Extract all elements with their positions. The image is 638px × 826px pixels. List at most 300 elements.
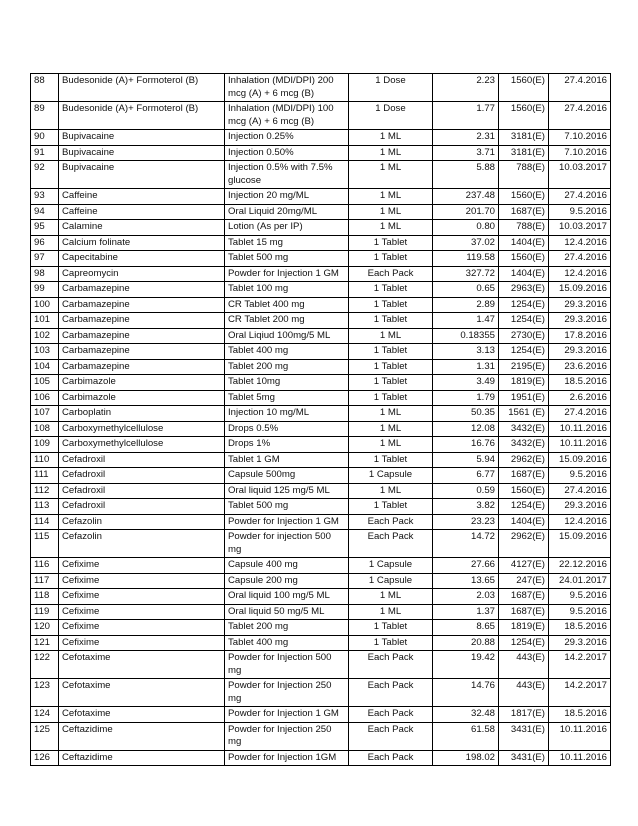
unit-cell: Each Pack — [349, 750, 433, 766]
serial-number-cell: 115 — [31, 530, 59, 558]
drug-name-cell: Ceftazidime — [59, 750, 225, 766]
drug-name-cell: Capreomycin — [59, 266, 225, 282]
order-number-cell: 1254(E) — [499, 499, 549, 515]
table-row — [31, 313, 611, 329]
table-row — [31, 620, 611, 636]
order-number-cell: 247(E) — [499, 573, 549, 589]
unit-cell: 1 Tablet — [349, 235, 433, 251]
order-number-cell: 2730(E) — [499, 328, 549, 344]
serial-number-cell: 103 — [31, 344, 59, 360]
ceiling-price-cell: 119.58 — [433, 251, 499, 267]
serial-number-cell: 120 — [31, 620, 59, 636]
unit-cell: 1 Tablet — [349, 635, 433, 651]
table-row — [31, 235, 611, 251]
serial-number-cell: 95 — [31, 220, 59, 236]
dosage-form-cell: Injection 0.50% — [225, 145, 349, 161]
drug-name-cell: Carbimazole — [59, 375, 225, 391]
order-number-cell: 4127(E) — [499, 558, 549, 574]
serial-number-cell: 118 — [31, 589, 59, 605]
table-row — [31, 679, 611, 707]
order-date-cell: 29.3.2016 — [549, 635, 611, 651]
serial-number-cell: 97 — [31, 251, 59, 267]
serial-number-cell: 113 — [31, 499, 59, 515]
ceiling-price-cell: 50.35 — [433, 406, 499, 422]
ceiling-price-cell: 2.03 — [433, 589, 499, 605]
table-row — [31, 189, 611, 205]
order-date-cell: 9.5.2016 — [549, 589, 611, 605]
order-number-cell: 1561 (E) — [499, 406, 549, 422]
unit-cell: Each Pack — [349, 266, 433, 282]
order-date-cell: 15.09.2016 — [549, 530, 611, 558]
serial-number-cell: 109 — [31, 437, 59, 453]
serial-number-cell: 100 — [31, 297, 59, 313]
drug-name-cell: Carboplatin — [59, 406, 225, 422]
ceiling-price-cell: 23.23 — [433, 514, 499, 530]
ceiling-price-cell: 16.76 — [433, 437, 499, 453]
table-row — [31, 750, 611, 766]
order-number-cell: 3432(E) — [499, 421, 549, 437]
ceiling-price-cell: 2.23 — [433, 74, 499, 102]
order-number-cell: 1560(E) — [499, 483, 549, 499]
table-row — [31, 468, 611, 484]
dosage-form-cell: Powder for Injection 1GM — [225, 750, 349, 766]
drug-name-cell: Cefotaxime — [59, 679, 225, 707]
unit-cell: 1 Capsule — [349, 573, 433, 589]
order-number-cell: 1819(E) — [499, 375, 549, 391]
dosage-form-cell: Powder for Injection 1 GM — [225, 707, 349, 723]
unit-cell: Each Pack — [349, 722, 433, 750]
order-number-cell: 1254(E) — [499, 635, 549, 651]
table-row — [31, 130, 611, 146]
serial-number-cell: 107 — [31, 406, 59, 422]
unit-cell: 1 Capsule — [349, 558, 433, 574]
unit-cell: 1 ML — [349, 220, 433, 236]
order-date-cell: 18.5.2016 — [549, 707, 611, 723]
ceiling-price-cell: 0.18355 — [433, 328, 499, 344]
unit-cell: 1 Tablet — [349, 251, 433, 267]
order-number-cell: 2962(E) — [499, 530, 549, 558]
ceiling-price-cell: 3.49 — [433, 375, 499, 391]
order-date-cell: 14.2.2017 — [549, 651, 611, 679]
dosage-form-cell: Oral liquid 125 mg/5 ML — [225, 483, 349, 499]
serial-number-cell: 124 — [31, 707, 59, 723]
order-date-cell: 9.5.2016 — [549, 468, 611, 484]
order-date-cell: 10.03.2017 — [549, 161, 611, 189]
unit-cell: Each Pack — [349, 679, 433, 707]
ceiling-price-cell: 6.77 — [433, 468, 499, 484]
unit-cell: 1 ML — [349, 437, 433, 453]
drug-name-cell: Cefadroxil — [59, 483, 225, 499]
order-number-cell: 1404(E) — [499, 266, 549, 282]
serial-number-cell: 98 — [31, 266, 59, 282]
table-row — [31, 573, 611, 589]
drug-name-cell: Capecitabine — [59, 251, 225, 267]
order-date-cell: 18.5.2016 — [549, 375, 611, 391]
table-row — [31, 437, 611, 453]
dosage-form-cell: Oral Liqiud 100mg/5 ML — [225, 328, 349, 344]
drug-name-cell: Cefazolin — [59, 530, 225, 558]
dosage-form-cell: Inhalation (MDI/DPI) 200 mcg (A) + 6 mcg (B) — [225, 74, 349, 102]
serial-number-cell: 112 — [31, 483, 59, 499]
dosage-form-cell: Tablet 200 mg — [225, 620, 349, 636]
order-number-cell: 3431(E) — [499, 722, 549, 750]
order-date-cell: 7.10.2016 — [549, 145, 611, 161]
order-number-cell: 443(E) — [499, 651, 549, 679]
serial-number-cell: 91 — [31, 145, 59, 161]
dosage-form-cell: Capsule 200 mg — [225, 573, 349, 589]
ceiling-price-cell: 8.65 — [433, 620, 499, 636]
order-number-cell: 3431(E) — [499, 750, 549, 766]
dosage-form-cell: Tablet 500 mg — [225, 499, 349, 515]
order-number-cell: 3181(E) — [499, 145, 549, 161]
serial-number-cell: 106 — [31, 390, 59, 406]
order-date-cell: 14.2.2017 — [549, 679, 611, 707]
dosage-form-cell: Capsule 400 mg — [225, 558, 349, 574]
serial-number-cell: 89 — [31, 102, 59, 130]
drug-name-cell: Cefixime — [59, 573, 225, 589]
order-date-cell: 27.4.2016 — [549, 189, 611, 205]
ceiling-price-cell: 13.65 — [433, 573, 499, 589]
order-number-cell: 443(E) — [499, 679, 549, 707]
order-number-cell: 1254(E) — [499, 313, 549, 329]
table-row — [31, 558, 611, 574]
dosage-form-cell: Powder for injection 500 mg — [225, 530, 349, 558]
ceiling-price-cell: 327.72 — [433, 266, 499, 282]
serial-number-cell: 96 — [31, 235, 59, 251]
table-row — [31, 530, 611, 558]
table-row — [31, 514, 611, 530]
unit-cell: 1 Tablet — [349, 620, 433, 636]
dosage-form-cell: Tablet 1 GM — [225, 452, 349, 468]
table-row — [31, 220, 611, 236]
serial-number-cell: 117 — [31, 573, 59, 589]
unit-cell: Each Pack — [349, 651, 433, 679]
serial-number-cell: 102 — [31, 328, 59, 344]
order-date-cell: 10.11.2016 — [549, 722, 611, 750]
drug-name-cell: Cefadroxil — [59, 452, 225, 468]
table-row — [31, 589, 611, 605]
ceiling-price-cell: 3.13 — [433, 344, 499, 360]
serial-number-cell: 92 — [31, 161, 59, 189]
serial-number-cell: 121 — [31, 635, 59, 651]
order-number-cell: 2195(E) — [499, 359, 549, 375]
ceiling-price-cell: 1.77 — [433, 102, 499, 130]
order-number-cell: 1687(E) — [499, 204, 549, 220]
drug-name-cell: Cefadroxil — [59, 499, 225, 515]
table-row — [31, 297, 611, 313]
order-date-cell: 10.11.2016 — [549, 750, 611, 766]
ceiling-price-cell: 0.59 — [433, 483, 499, 499]
table-row — [31, 145, 611, 161]
order-date-cell: 27.4.2016 — [549, 406, 611, 422]
table-row — [31, 635, 611, 651]
ceiling-price-cell: 2.31 — [433, 130, 499, 146]
dosage-form-cell: Powder for Injection 250 mg — [225, 722, 349, 750]
serial-number-cell: 88 — [31, 74, 59, 102]
unit-cell: Each Pack — [349, 530, 433, 558]
order-number-cell: 1404(E) — [499, 514, 549, 530]
table-row — [31, 452, 611, 468]
ceiling-price-cell: 32.48 — [433, 707, 499, 723]
dosage-form-cell: Lotion (As per IP) — [225, 220, 349, 236]
order-number-cell: 2963(E) — [499, 282, 549, 298]
unit-cell: 1 Dose — [349, 74, 433, 102]
order-date-cell: 12.4.2016 — [549, 266, 611, 282]
unit-cell: 1 Dose — [349, 102, 433, 130]
order-number-cell: 1560(E) — [499, 251, 549, 267]
order-date-cell: 10.11.2016 — [549, 437, 611, 453]
drug-name-cell: Caffeine — [59, 204, 225, 220]
drug-name-cell: Caffeine — [59, 189, 225, 205]
drug-name-cell: Bupivacaine — [59, 145, 225, 161]
dosage-form-cell: Tablet 10mg — [225, 375, 349, 391]
table-row — [31, 499, 611, 515]
serial-number-cell: 111 — [31, 468, 59, 484]
unit-cell: 1 Tablet — [349, 375, 433, 391]
unit-cell: 1 ML — [349, 130, 433, 146]
dosage-form-cell: Injection 0.5% with 7.5% glucose — [225, 161, 349, 189]
drug-name-cell: Budesonide (A)+ Formoterol (B) — [59, 102, 225, 130]
unit-cell: 1 Capsule — [349, 468, 433, 484]
ceiling-price-cell: 3.71 — [433, 145, 499, 161]
drug-name-cell: Carbamazepine — [59, 328, 225, 344]
dosage-form-cell: Injection 10 mg/ML — [225, 406, 349, 422]
order-number-cell: 788(E) — [499, 161, 549, 189]
dosage-form-cell: Oral Liquid 20mg/ML — [225, 204, 349, 220]
dosage-form-cell: Capsule 500mg — [225, 468, 349, 484]
serial-number-cell: 123 — [31, 679, 59, 707]
ceiling-price-cell: 37.02 — [433, 235, 499, 251]
dosage-form-cell: Oral liquid 50 mg/5 ML — [225, 604, 349, 620]
table-row — [31, 161, 611, 189]
ceiling-price-cell: 20.88 — [433, 635, 499, 651]
order-date-cell: 18.5.2016 — [549, 620, 611, 636]
order-date-cell: 12.4.2016 — [549, 235, 611, 251]
order-date-cell: 10.03.2017 — [549, 220, 611, 236]
unit-cell: 1 ML — [349, 604, 433, 620]
order-date-cell: 27.4.2016 — [549, 251, 611, 267]
dosage-form-cell: Tablet 400 mg — [225, 635, 349, 651]
ceiling-price-cell: 237.48 — [433, 189, 499, 205]
table-row — [31, 204, 611, 220]
unit-cell: Each Pack — [349, 514, 433, 530]
unit-cell: 1 Tablet — [349, 297, 433, 313]
unit-cell: 1 ML — [349, 161, 433, 189]
drug-name-cell: Cefixime — [59, 604, 225, 620]
serial-number-cell: 90 — [31, 130, 59, 146]
dosage-form-cell: Drops 1% — [225, 437, 349, 453]
table-row — [31, 102, 611, 130]
unit-cell: 1 ML — [349, 589, 433, 605]
ceiling-price-cell: 1.47 — [433, 313, 499, 329]
drug-name-cell: Cefotaxime — [59, 707, 225, 723]
serial-number-cell: 110 — [31, 452, 59, 468]
ceiling-price-cell: 19.42 — [433, 651, 499, 679]
table-body — [31, 74, 611, 766]
order-number-cell: 1819(E) — [499, 620, 549, 636]
ceiling-price-cell: 1.79 — [433, 390, 499, 406]
dosage-form-cell: CR Tablet 200 mg — [225, 313, 349, 329]
ceiling-price-cell: 14.72 — [433, 530, 499, 558]
order-number-cell: 1560(E) — [499, 189, 549, 205]
serial-number-cell: 125 — [31, 722, 59, 750]
ceiling-price-cell: 12.08 — [433, 421, 499, 437]
order-date-cell: 23.6.2016 — [549, 359, 611, 375]
order-date-cell: 29.3.2016 — [549, 499, 611, 515]
drug-name-cell: Calamine — [59, 220, 225, 236]
order-date-cell: 9.5.2016 — [549, 604, 611, 620]
order-number-cell: 1687(E) — [499, 468, 549, 484]
unit-cell: 1 ML — [349, 406, 433, 422]
unit-cell: 1 Tablet — [349, 499, 433, 515]
drug-price-table — [30, 73, 611, 766]
unit-cell: 1 Tablet — [349, 359, 433, 375]
unit-cell: Each Pack — [349, 707, 433, 723]
drug-name-cell: Cefixime — [59, 589, 225, 605]
table-row — [31, 421, 611, 437]
serial-number-cell: 122 — [31, 651, 59, 679]
drug-name-cell: Carbamazepine — [59, 313, 225, 329]
dosage-form-cell: Drops 0.5% — [225, 421, 349, 437]
order-number-cell: 1687(E) — [499, 604, 549, 620]
ceiling-price-cell: 201.70 — [433, 204, 499, 220]
order-date-cell: 17.8.2016 — [549, 328, 611, 344]
drug-name-cell: Cefixime — [59, 635, 225, 651]
drug-name-cell: Cefazolin — [59, 514, 225, 530]
order-number-cell: 1560(E) — [499, 74, 549, 102]
order-date-cell: 27.4.2016 — [549, 74, 611, 102]
order-number-cell: 1254(E) — [499, 344, 549, 360]
serial-number-cell: 99 — [31, 282, 59, 298]
drug-name-cell: Carbimazole — [59, 390, 225, 406]
dosage-form-cell: Powder for Injection 1 GM — [225, 266, 349, 282]
dosage-form-cell: Tablet 200 mg — [225, 359, 349, 375]
table-row — [31, 651, 611, 679]
serial-number-cell: 114 — [31, 514, 59, 530]
order-date-cell: 2.6.2016 — [549, 390, 611, 406]
table-row — [31, 344, 611, 360]
unit-cell: 1 ML — [349, 204, 433, 220]
order-date-cell: 24.01.2017 — [549, 573, 611, 589]
serial-number-cell: 108 — [31, 421, 59, 437]
drug-name-cell: Carbamazepine — [59, 282, 225, 298]
order-date-cell: 15.09.2016 — [549, 282, 611, 298]
table-row — [31, 604, 611, 620]
unit-cell: 1 ML — [349, 483, 433, 499]
order-date-cell: 22.12.2016 — [549, 558, 611, 574]
drug-name-cell: Cefixime — [59, 558, 225, 574]
unit-cell: 1 Tablet — [349, 282, 433, 298]
unit-cell: 1 Tablet — [349, 313, 433, 329]
unit-cell: 1 ML — [349, 421, 433, 437]
ceiling-price-cell: 198.02 — [433, 750, 499, 766]
table-row — [31, 328, 611, 344]
drug-name-cell: Cefadroxil — [59, 468, 225, 484]
ceiling-price-cell: 3.82 — [433, 499, 499, 515]
drug-name-cell: Carboxymethylcellulose — [59, 421, 225, 437]
table-row — [31, 375, 611, 391]
unit-cell: 1 Tablet — [349, 344, 433, 360]
order-number-cell: 1254(E) — [499, 297, 549, 313]
table-row — [31, 390, 611, 406]
drug-name-cell: Calcium folinate — [59, 235, 225, 251]
dosage-form-cell: Tablet 5mg — [225, 390, 349, 406]
serial-number-cell: 94 — [31, 204, 59, 220]
dosage-form-cell: Tablet 400 mg — [225, 344, 349, 360]
table-row — [31, 406, 611, 422]
order-number-cell: 788(E) — [499, 220, 549, 236]
serial-number-cell: 105 — [31, 375, 59, 391]
dosage-form-cell: Injection 20 mg/ML — [225, 189, 349, 205]
serial-number-cell: 119 — [31, 604, 59, 620]
order-date-cell: 12.4.2016 — [549, 514, 611, 530]
drug-name-cell: Ceftazidime — [59, 722, 225, 750]
order-number-cell: 2962(E) — [499, 452, 549, 468]
unit-cell: 1 Tablet — [349, 390, 433, 406]
order-date-cell: 27.4.2016 — [549, 102, 611, 130]
dosage-form-cell: Powder for Injection 250 mg — [225, 679, 349, 707]
dosage-form-cell: Tablet 15 mg — [225, 235, 349, 251]
order-date-cell: 29.3.2016 — [549, 344, 611, 360]
order-date-cell: 9.5.2016 — [549, 204, 611, 220]
ceiling-price-cell: 1.31 — [433, 359, 499, 375]
dosage-form-cell: Tablet 100 mg — [225, 282, 349, 298]
ceiling-price-cell: 27.66 — [433, 558, 499, 574]
drug-name-cell: Cefixime — [59, 620, 225, 636]
order-number-cell: 1817(E) — [499, 707, 549, 723]
ceiling-price-cell: 61.58 — [433, 722, 499, 750]
table-row — [31, 483, 611, 499]
dosage-form-cell: Powder for Injection 1 GM — [225, 514, 349, 530]
table-row — [31, 722, 611, 750]
order-number-cell: 3181(E) — [499, 130, 549, 146]
unit-cell: 1 ML — [349, 189, 433, 205]
order-date-cell: 29.3.2016 — [549, 313, 611, 329]
order-date-cell: 15.09.2016 — [549, 452, 611, 468]
order-number-cell: 1560(E) — [499, 102, 549, 130]
table-row — [31, 266, 611, 282]
ceiling-price-cell: 14.76 — [433, 679, 499, 707]
order-number-cell: 1687(E) — [499, 589, 549, 605]
serial-number-cell: 126 — [31, 750, 59, 766]
table-row — [31, 282, 611, 298]
order-date-cell: 29.3.2016 — [549, 297, 611, 313]
unit-cell: 1 ML — [349, 145, 433, 161]
ceiling-price-cell: 5.94 — [433, 452, 499, 468]
dosage-form-cell: Oral liquid 100 mg/5 ML — [225, 589, 349, 605]
order-number-cell: 1951(E) — [499, 390, 549, 406]
drug-name-cell: Budesonide (A)+ Formoterol (B) — [59, 74, 225, 102]
ceiling-price-cell: 2.89 — [433, 297, 499, 313]
dosage-form-cell: Injection 0.25% — [225, 130, 349, 146]
serial-number-cell: 101 — [31, 313, 59, 329]
ceiling-price-cell: 5.88 — [433, 161, 499, 189]
unit-cell: 1 Tablet — [349, 452, 433, 468]
dosage-form-cell: Inhalation (MDI/DPI) 100 mcg (A) + 6 mcg (B) — [225, 102, 349, 130]
drug-name-cell: Bupivacaine — [59, 130, 225, 146]
order-date-cell: 27.4.2016 — [549, 483, 611, 499]
unit-cell: 1 ML — [349, 328, 433, 344]
ceiling-price-cell: 0.65 — [433, 282, 499, 298]
serial-number-cell: 93 — [31, 189, 59, 205]
dosage-form-cell: Tablet 500 mg — [225, 251, 349, 267]
drug-name-cell: Bupivacaine — [59, 161, 225, 189]
drug-name-cell: Carbamazepine — [59, 297, 225, 313]
table-row — [31, 707, 611, 723]
order-number-cell: 3432(E) — [499, 437, 549, 453]
dosage-form-cell: CR Tablet 400 mg — [225, 297, 349, 313]
serial-number-cell: 104 — [31, 359, 59, 375]
